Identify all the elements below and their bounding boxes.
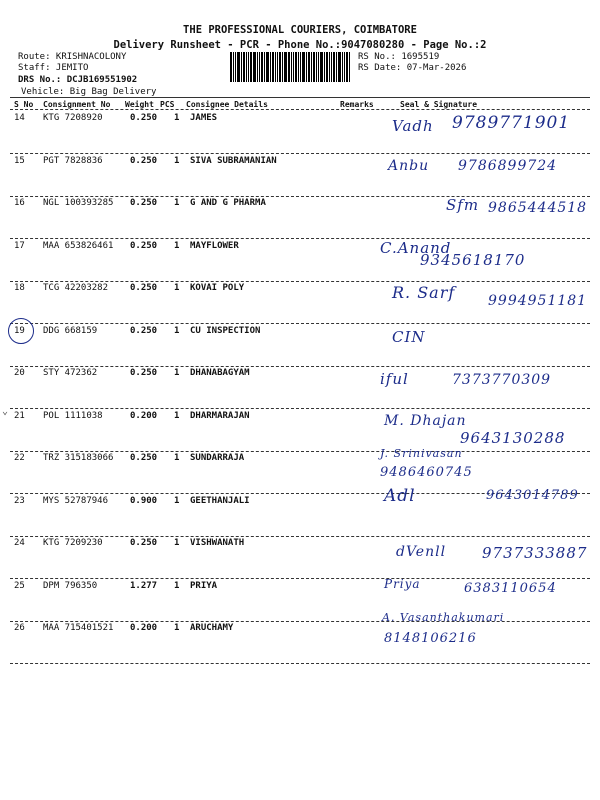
row-separator <box>10 281 590 282</box>
row-sno: 18 <box>14 283 25 293</box>
row-separator <box>10 366 590 367</box>
handwritten-phone: 9994951181 <box>488 293 588 309</box>
row-sno: 20 <box>14 368 25 378</box>
table-row <box>0 411 600 451</box>
row-consignment-no: MAA 715401521 <box>43 623 114 633</box>
table-row <box>0 611 600 663</box>
row-consignment-no: TRZ 315183066 <box>43 453 114 463</box>
handwritten-phone: 9345618170 <box>420 250 526 269</box>
handwritten-phone: 9865444518 <box>488 200 588 216</box>
handwritten-signature: Sfm <box>446 196 480 214</box>
row-pcs: 1 <box>174 623 180 633</box>
table-row <box>0 198 600 238</box>
row-sno: 19 <box>14 325 25 336</box>
row-pcs: 1 <box>174 240 180 251</box>
row-pcs: 1 <box>174 155 180 166</box>
table-row <box>0 326 600 366</box>
row-sno: 15 <box>14 155 25 166</box>
row-consignment-no: PGT 7828836 <box>43 155 103 166</box>
row-pcs: 1 <box>174 368 180 378</box>
row-weight: 0.250 <box>130 325 158 336</box>
handwritten-signature: Anbu <box>388 157 430 174</box>
handwritten-signature: Adl <box>384 485 416 506</box>
handwritten-signature: iful <box>380 370 409 388</box>
handwritten-phone: 9643130288 <box>460 428 566 447</box>
row-weight: 0.200 <box>130 623 158 633</box>
handwritten-signature: J. Srinivasan <box>380 447 463 460</box>
row-consignment-no: TCG 42203282 <box>43 283 109 293</box>
col-sno: S No <box>14 100 34 109</box>
row-consignee: VISHWANATH <box>190 538 245 548</box>
row-consignee: SUNDARRAJA <box>190 453 245 463</box>
row-consignment-no: DDG 668159 <box>43 325 98 336</box>
row-weight: 1.277 <box>130 580 158 591</box>
table-row <box>0 538 600 578</box>
col-pcs: PCS <box>160 100 175 109</box>
staff-label: Staff: JEMITO <box>18 63 89 73</box>
col-seal-signature: Seal & Signature <box>400 100 478 109</box>
row-sno: 22 <box>14 453 25 463</box>
handwritten-phone: 9789771901 <box>452 113 571 133</box>
table-row <box>0 113 600 153</box>
handwritten-phone: 9737333887 <box>482 544 588 562</box>
row-consignee: PRIYA <box>190 580 218 591</box>
row-pcs: 1 <box>174 198 180 208</box>
handwritten-signature: M. Dhajan <box>384 412 467 429</box>
rs-number: RS No.: 1695519 <box>358 52 440 62</box>
row-separator <box>10 536 590 537</box>
col-weight: Weight <box>125 100 154 109</box>
row-separator <box>10 408 590 409</box>
row-sno: 24 <box>14 538 25 548</box>
row-pcs: 1 <box>174 495 180 506</box>
row-separator <box>10 153 590 154</box>
row-consignment-no: STY 472362 <box>43 368 98 378</box>
row-consignee: KOVAI POLY <box>190 283 245 293</box>
row-pcs: 1 <box>174 538 180 548</box>
row-consignee: DHARMARAJAN <box>190 410 250 421</box>
col-remarks: Remarks <box>340 100 374 109</box>
row-consignment-no: MYS 52787946 <box>43 495 109 506</box>
row-sno: 25 <box>14 580 25 591</box>
row-weight: 0.250 <box>130 240 158 251</box>
row-weight: 0.250 <box>130 155 158 166</box>
route-label: Route: KRISHNACOLONY <box>18 52 127 62</box>
row-sno: 26 <box>14 623 25 633</box>
row-weight: 0.200 <box>130 410 158 421</box>
handwritten-phone: 8148106216 <box>384 631 477 646</box>
row-pcs: 1 <box>174 453 180 463</box>
row-weight: 0.900 <box>130 495 158 506</box>
row-pcs: 1 <box>174 410 180 421</box>
handwritten-signature: Vadh <box>392 117 434 135</box>
handwritten-signature: R. Sarf <box>392 283 456 302</box>
table-row <box>0 485 600 536</box>
row-consignment-no: POL 1111038 <box>43 410 103 421</box>
barcode <box>230 52 354 82</box>
row-sno: 14 <box>14 113 25 123</box>
row-consignment-no: MAA 653826461 <box>43 240 114 251</box>
table-row <box>0 156 600 196</box>
handwritten-signature: C.Anand <box>380 238 452 257</box>
row-weight: 0.250 <box>130 538 158 548</box>
row-consignment-no: DPM 796350 <box>43 580 98 591</box>
margin-tick-mark: ⌄ <box>2 406 9 417</box>
vehicle-label: Vehicle: Big Bag Delivery <box>21 87 157 97</box>
row-consignee: G AND G PHARMA <box>190 198 266 208</box>
row-pcs: 1 <box>174 325 180 336</box>
drs-number: DRS No.: DCJB169551902 <box>18 75 138 85</box>
row-weight: 0.250 <box>130 368 158 378</box>
handwritten-signature: CIN <box>392 327 426 346</box>
document-title: THE PROFESSIONAL COURIERS, COIMBATORE <box>183 24 417 36</box>
row-consignee: ARUCHAMY <box>190 623 234 633</box>
row-weight: 0.250 <box>130 283 158 293</box>
row-weight: 0.250 <box>130 198 158 208</box>
row-separator <box>10 323 590 324</box>
row-separator <box>10 451 590 452</box>
table-row <box>0 368 600 408</box>
table-row <box>0 576 600 621</box>
handwritten-phone: 7373770309 <box>452 372 552 388</box>
col-consignee: Consignee Details <box>186 100 268 109</box>
handwritten-phone: 9486460745 <box>380 465 473 480</box>
row-consignee: MAYFLOWER <box>190 240 239 251</box>
row-separator <box>10 663 590 664</box>
row-sno: 21 <box>14 410 25 421</box>
row-separator <box>10 196 590 197</box>
row-separator <box>10 578 590 579</box>
row-consignee: GEETHANJALI <box>190 495 250 506</box>
row-consignee: CU INSPECTION <box>190 325 261 336</box>
row-pcs: 1 <box>174 113 180 123</box>
handwritten-phone: 9643014789 <box>486 487 579 503</box>
row-consignment-no: KTG 7209230 <box>43 538 103 548</box>
row-consignment-no: NGL 100393285 <box>43 198 114 208</box>
row-19-circle-mark <box>8 318 34 344</box>
row-consignment-no: KTG 7208920 <box>43 113 103 123</box>
header-bottom-rule <box>10 109 590 110</box>
row-pcs: 1 <box>174 580 180 591</box>
row-weight: 0.250 <box>130 453 158 463</box>
row-sno: 17 <box>14 240 25 251</box>
header-top-rule <box>10 97 590 98</box>
table-row <box>0 283 600 323</box>
handwritten-signature: Priya <box>384 576 421 591</box>
col-consignment: Consignment No <box>43 100 111 109</box>
handwritten-signature: dVenll <box>396 544 447 560</box>
document-subtitle: Delivery Runsheet - PCR - Phone No.:9047080280 - Page No.:2 <box>113 39 487 51</box>
row-sno: 23 <box>14 495 25 506</box>
row-consignee: SIVA SUBRAMANIAN <box>190 155 277 166</box>
handwritten-signature: A. Vasanthakumari <box>382 611 505 624</box>
row-consignee: DHANABAGYAM <box>190 368 250 378</box>
handwritten-phone: 6383110654 <box>464 580 557 596</box>
row-weight: 0.250 <box>130 113 158 123</box>
handwritten-phone: 9786899724 <box>458 157 558 174</box>
row-consignee: JAMES <box>190 113 218 123</box>
table-row <box>0 238 600 281</box>
row-separator <box>10 238 590 239</box>
rs-date: RS Date: 07-Mar-2026 <box>358 63 467 73</box>
row-sno: 16 <box>14 198 25 208</box>
row-pcs: 1 <box>174 283 180 293</box>
